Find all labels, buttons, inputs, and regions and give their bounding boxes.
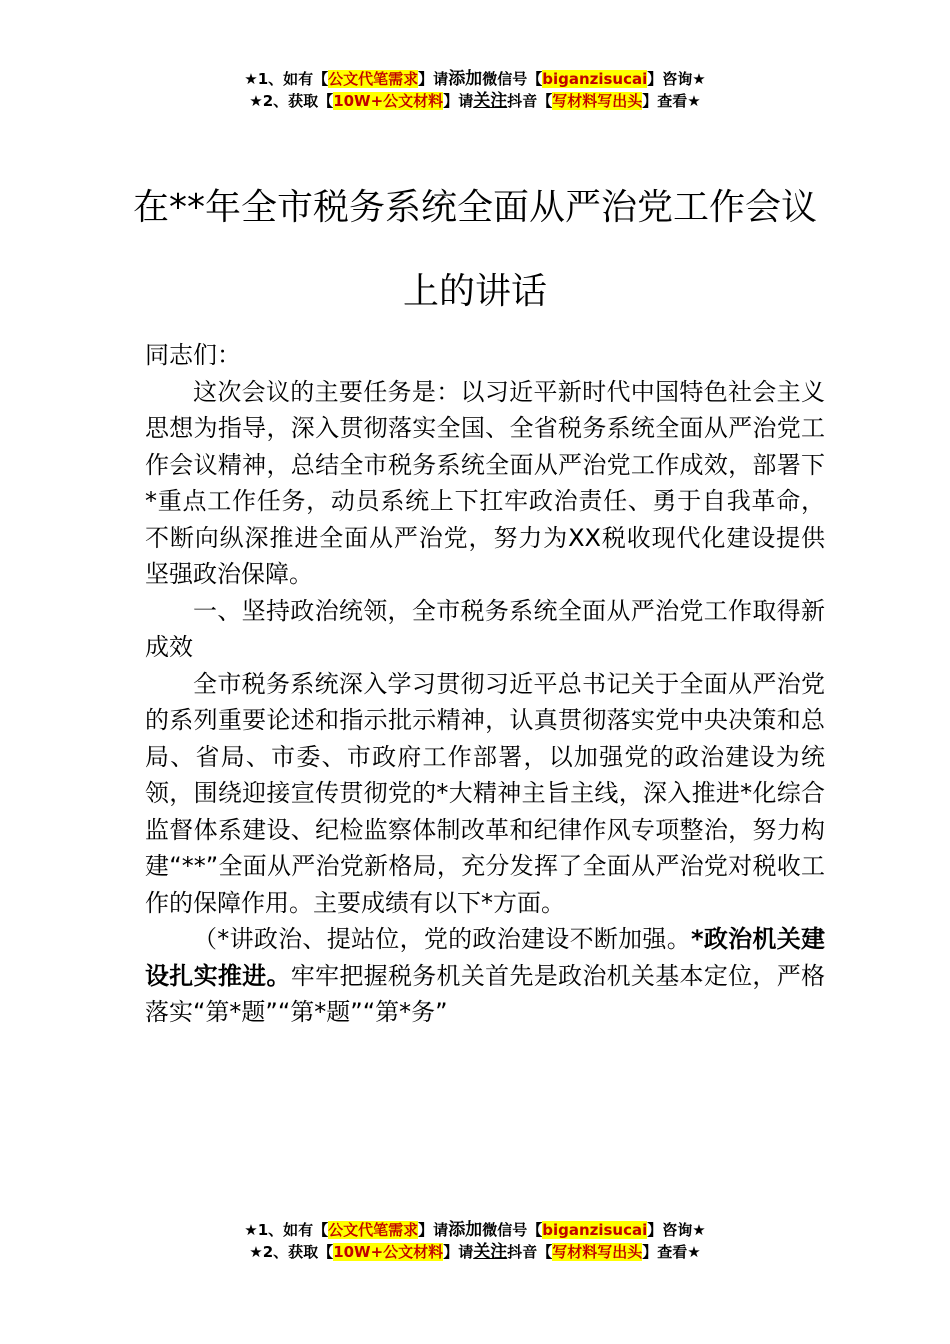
banner-text: 】咨询★	[647, 1221, 706, 1239]
banner-text: 】查看★	[642, 1243, 701, 1261]
banner-text: 抖音【	[507, 1243, 553, 1261]
banner-highlight: 公文代笔需求	[328, 1221, 419, 1239]
banner-highlight: 10W+公文材料	[333, 92, 444, 110]
banner-text: 】咨询★	[647, 70, 706, 88]
banner-emphasis: 关注	[473, 1242, 508, 1262]
document-title: 在**年全市税务系统全面从严治党工作会议上的讲话	[132, 187, 817, 312]
banner-highlight: 写材料写出头	[552, 1243, 643, 1261]
banner-highlight: 公文代笔需求	[328, 70, 419, 88]
banner-highlight: 10W+公文材料	[333, 1243, 444, 1261]
banner-highlight: biganzisucai	[542, 1221, 648, 1239]
salutation: 同志们：	[145, 341, 241, 369]
banner-text: 】查看★	[642, 92, 701, 110]
banner-emphasis: 添加	[448, 1220, 483, 1240]
paragraph-achievements: 全市税务系统深入学习贯彻习近平总书记关于全面从严治党的系列重要论述和指示批示精神，认真贯彻落实党中央决策和总局、省局、市委、市政府工作部署，以加强党的政治建设为统领，围绕迎接宣传贯彻党的*大精神主旨主线，深入推进*化综合监督体系建设、纪检监察体制改革和纪律作风专项整治，努力构建“**”全面从严治党新格局，充分发挥了全面从严治党对税收工作的保障作用。主要成绩有以下*方面。	[145, 669, 825, 917]
banner-line-2	[0, 90, 950, 112]
banner-text: 】请	[443, 1243, 474, 1261]
banner-line-1	[0, 68, 950, 90]
banner-text: 】请	[418, 70, 449, 88]
section-heading-1: 一、坚持政治统领，全市税务系统全面从严治党工作取得新成效	[145, 596, 825, 661]
banner-text: 】请	[443, 92, 474, 110]
paragraph-text: 牢牢把握税务机关首先是政治机关基本定位，严格落实“第*题”“第*题”“第*务”	[145, 961, 826, 1026]
banner-text: ★2、获取【	[249, 92, 334, 110]
footer-banner	[0, 1219, 950, 1263]
banner-text: 微信号【	[482, 1221, 543, 1239]
paragraph-political-building	[145, 921, 825, 1031]
banner-text: 】请	[418, 1221, 449, 1239]
banner-emphasis: 添加	[448, 69, 483, 89]
banner-highlight: 写材料写出头	[552, 92, 643, 110]
banner-text: 抖音【	[507, 92, 553, 110]
banner-text: ★2、获取【	[249, 1243, 334, 1261]
banner-text: ★1、如有【	[244, 70, 329, 88]
paragraph-intro: 这次会议的主要任务是：以习近平新时代中国特色社会主义思想为指导，深入贯彻落实全国、全省税务系统全面从严治党工作会议精神，总结全市税务系统全面从严治党工作成效，部署下*重点工作任务，动员系统上下扛牢政治责任、勇于自我革命，不断向纵深推进全面从严治党，努力为XX税收现代化建设提供坚强政治保障。	[145, 377, 825, 588]
document-body	[145, 337, 825, 1031]
banner-emphasis: 关注	[473, 91, 508, 111]
banner-text: 微信号【	[482, 70, 543, 88]
paragraph-text: （*讲政治、提站位，党的政治建设不断加强。	[193, 925, 692, 953]
banner-line-2	[0, 1241, 950, 1263]
banner-line-1	[0, 1219, 950, 1241]
banner-highlight: biganzisucai	[542, 70, 648, 88]
paragraph-bold-lead: *政治机关建设扎实推进。	[145, 925, 825, 990]
header-banner	[0, 68, 950, 112]
banner-text: ★1、如有【	[244, 1221, 329, 1239]
